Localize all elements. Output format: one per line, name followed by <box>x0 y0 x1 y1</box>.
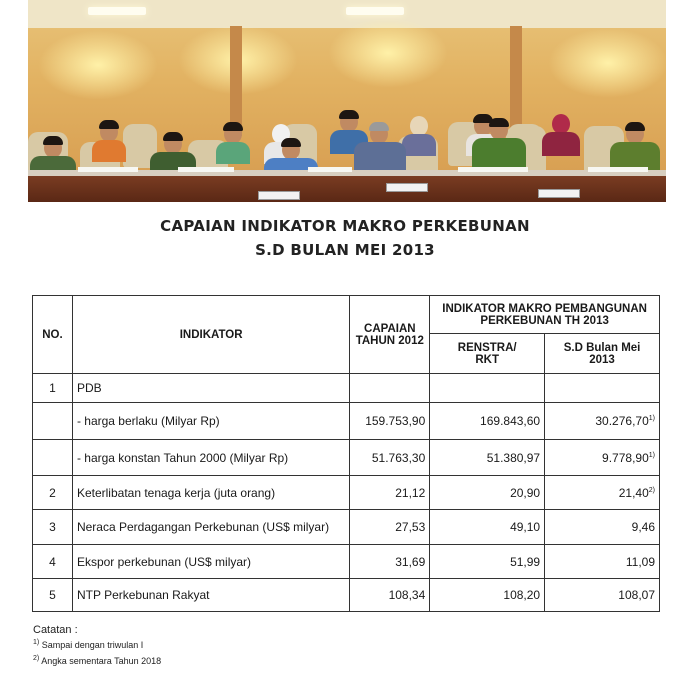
header-indikator: INDIKATOR <box>72 296 349 374</box>
table-row <box>33 374 660 403</box>
header-renstra <box>430 334 545 374</box>
notes <box>33 624 161 668</box>
header-capaian-label: CAPAIAN <box>364 322 416 335</box>
indicator-table <box>32 295 660 612</box>
row-renstra: 51,99 <box>430 545 545 579</box>
row-sd <box>545 510 660 545</box>
row-sd-footnote: 1) <box>648 451 655 459</box>
header-sd-year: 2013 <box>589 353 615 366</box>
header-sd-label: S.D Bulan Mei <box>563 341 641 354</box>
notes-label: Catatan : <box>33 624 78 636</box>
row-sd <box>545 476 660 510</box>
header-group-line2: PERKEBUNAN TH 2013 <box>480 314 609 327</box>
wall-light <box>548 28 666 98</box>
row-sd-value: 30.276,70 <box>595 414 649 428</box>
table-row <box>33 476 660 510</box>
row-sd <box>545 545 660 579</box>
row-sd <box>545 440 660 476</box>
row-sd-value: 11,09 <box>625 554 655 569</box>
document-subtitle: S.D BULAN MEI 2013 <box>255 241 435 259</box>
row-no: 3 <box>33 510 73 545</box>
nameplate <box>538 189 580 198</box>
meeting-photo <box>28 0 666 202</box>
row-indikator: Ekspor perkebunan (US$ milyar) <box>72 545 349 579</box>
document <box>178 167 234 172</box>
table-row <box>33 510 660 545</box>
row-sd <box>545 403 660 440</box>
header-no: NO. <box>33 296 73 374</box>
row-renstra: 169.843,60 <box>430 403 545 440</box>
table-row <box>33 440 660 476</box>
row-renstra: 108,20 <box>430 579 545 612</box>
row-capaian: 108,34 <box>350 579 430 612</box>
row-sd-footnote: 2) <box>648 486 655 494</box>
row-indikator: PDB <box>72 374 349 403</box>
document-title: CAPAIAN INDIKATOR MAKRO PERKEBUNAN <box>160 217 530 235</box>
row-no <box>33 440 73 476</box>
row-indikator: - harga berlaku (Milyar Rp) <box>72 403 349 440</box>
row-sd-value: 9,46 <box>631 520 655 534</box>
row-indikator: - harga konstan Tahun 2000 (Milyar Rp) <box>72 440 349 476</box>
row-indikator: Keterlibatan tenaga kerja (juta orang) <box>72 476 349 510</box>
header-sd <box>545 334 660 374</box>
nameplate <box>386 183 428 192</box>
row-no <box>33 403 73 440</box>
ceiling-light <box>88 7 146 15</box>
header-renstra-label: RENSTRA/ <box>457 341 517 354</box>
row-indikator: NTP Perkebunan Rakyat <box>72 579 349 612</box>
note-marker: 2) <box>33 655 40 662</box>
row-no: 4 <box>33 545 73 579</box>
row-sd-value: 108,07 <box>618 588 655 602</box>
wall-light <box>328 18 448 88</box>
table-row <box>33 403 660 440</box>
row-capaian: 21,12 <box>350 476 430 510</box>
row-renstra: 51.380,97 <box>430 440 545 476</box>
note-marker: 1) <box>33 639 40 646</box>
header-capaian-year: TAHUN 2012 <box>355 334 424 347</box>
wall-pillar <box>510 26 522 136</box>
row-capaian: 159.753,90 <box>350 403 430 440</box>
document <box>458 167 528 172</box>
header-rkt-label: RKT <box>475 353 499 366</box>
header-group-line1: INDIKATOR MAKRO PEMBANGUNAN <box>442 302 647 315</box>
nameplate <box>258 191 300 200</box>
wall-pillar <box>230 26 242 136</box>
row-capaian <box>350 374 430 403</box>
note-text: Angka sementara Tahun 2018 <box>41 656 162 666</box>
row-no: 2 <box>33 476 73 510</box>
row-sd <box>545 579 660 612</box>
table-row <box>33 579 660 612</box>
row-indikator: Neraca Perdagangan Perkebunan (US$ milyar) <box>72 510 349 545</box>
table-row <box>33 545 660 579</box>
row-renstra <box>430 374 545 403</box>
note-text: Sampai dengan triwulan I <box>41 640 144 650</box>
document <box>78 167 138 172</box>
row-capaian: 27,53 <box>350 510 430 545</box>
document <box>588 167 648 172</box>
note-item <box>33 636 161 652</box>
row-sd-footnote: 1) <box>648 415 655 422</box>
wall-light <box>38 30 158 100</box>
header-capaian <box>350 296 430 374</box>
row-capaian: 51.763,30 <box>350 440 430 476</box>
row-sd-value: 21,40 <box>618 485 649 500</box>
row-renstra: 49,10 <box>430 510 545 545</box>
row-sd-value: 9.778,90 <box>602 450 649 465</box>
ceiling <box>28 0 666 28</box>
header-group <box>430 296 660 334</box>
table-header-row <box>33 296 660 334</box>
note-item <box>33 652 161 668</box>
row-no: 5 <box>33 579 73 612</box>
row-sd <box>545 374 660 403</box>
row-capaian: 31,69 <box>350 545 430 579</box>
document <box>308 167 352 172</box>
row-no: 1 <box>33 374 73 403</box>
ceiling-light <box>346 7 404 15</box>
row-renstra: 20,90 <box>430 476 545 510</box>
